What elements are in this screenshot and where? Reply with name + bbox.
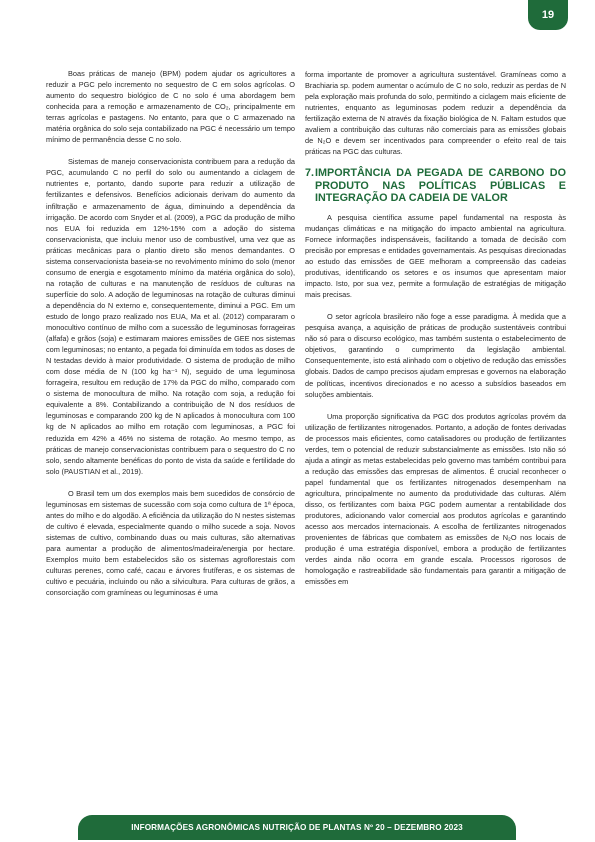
paragraph: O setor agrícola brasileiro não foge a esse paradigma. À medida que a pesquisa avança, a aquisição de práticas de produção sustentáveis contribui não só para o discurso ecológico, mas também sustenta o estabelecimento de objetivos, garantindo o cumprimento da legislação ambiental. Consequentemente, isto está alinhado com o objetivo de redução das emissões globais. Dados de campo precisos ajudam empresas e governos na elaboração de políticas, incentivos direcionados e no acesso a subsídios baseados em soluções ambientais. — [305, 312, 566, 399]
page-number: 19 — [528, 0, 568, 30]
paragraph: Boas práticas de manejo (BPM) podem ajudar os agricultores a reduzir a PGC pelo incremento no sequestro de C em solos agrícolas. O aumento do sequestro biológico de C no solo é uma abordagem bem conhecida para a remoção e armazenamento de CO₂, principalmente em terras agrícolas e pastagens. No entanto, para que o C armazenado na matéria orgânica do solo seja contabilizado na PGC é necessário um tempo mínimo de permanência desse C no solo. — [46, 69, 295, 145]
right-column — [305, 69, 566, 587]
section-title: IMPORTÂNCIA DA PEGADA DE CARBONO DO PRODUTO NAS POLÍTICAS PÚBLICAS E INTEGRAÇÃO DA CADEIA DE VALOR — [315, 167, 566, 205]
footer-banner: INFORMAÇÕES AGRONÔMICAS NUTRIÇÃO DE PLANTAS Nº 20 – DEZEMBRO 2023 — [78, 815, 516, 840]
paragraph: O Brasil tem um dos exemplos mais bem sucedidos de consórcio de leguminosas em sistemas de sucessão com soja como cultura de 1ª época, antes do milho e do algodão. A eficiência da utilização do N nestes sistemas de cultivo é elevada, especialmente quando o milho sucede a soja. Novos sistemas de cultivo, combinando duas ou mais culturas, são alternativas para aumentar a produção de alimentos/madeira/energia por hectare. Exemplos muito bem estabelecidos são os sistemas agroflorestais com culturas perenes, como café, cacau e árvores frutíferas, e os sistemas de cultivo e pecuária, incluindo ou não a silvicultura. Para culturas de grãos, a consorciação com gramíneas ou leguminosas é uma — [46, 488, 295, 598]
paragraph: Uma proporção significativa da PGC dos produtos agrícolas provém da utilização de fertilizantes nitrogenados. Portanto, a adoção de fontes derivadas de processos mais eficientes, como catalisadores ou produção de fertilizantes verdes, tem o potencial de reduzir substancialmente as emissões. Isto não só ajuda a atingir as metas estabelecidas pelo governo mas também contribui para a redução das emissões das empresas de alimentos. É crucial reconhecer o papel fundamental que os fertilizantes nitrogenados desempenham na agricultura, principalmente no aumento da produtividade das culturas. Além disso, os fertilizantes com baixa PGC podem aumentar a rentabilidade dos produtores, adicionando valor comercial aos produtos agrícolas e garantindo acesso aos mercados internacionais. A escolha de fertilizantes nitrogenados provenientes de fábricas que combatem as emissões de N₂O nos locais de produção é uma estratégia disponível, embora a produção de fertilizantes verdes ainda não ocorra em grande escala. Processos rigorosos de homologação e rastreabilidade são fundamentais para garantir a mitigação de emissões em — [305, 411, 566, 587]
section-number: 7. — [305, 167, 315, 180]
section-heading — [305, 167, 566, 205]
paragraph: A pesquisa científica assume papel fundamental na resposta às mudanças climáticas e na mitigação do impacto ambiental na agricultura. Fornece informações indispensáveis, facilitando a tomada de decisão com precisão por empresas e entidades governamentais. As pesquisas direcionadas ao estudo das emissões de GEE melhoram a compreensão das cadeias produtivas, identificando os setores e os insumos que apresentam maior impacto. Isto, por sua vez, permite a formulação de estratégias de mitigação mais precisas. — [305, 212, 566, 300]
left-column — [46, 68, 295, 598]
paragraph: forma importante de promover a agricultura sustentável. Gramíneas como a Brachiaria sp. podem aumentar o acúmulo de C no solo, reduzir as perdas de N pela exploração mais profunda do solo, permitindo a ciclagem mais eficiente de nutrientes, enquanto as leguminosas podem reduzir a dependência da fertilização externa de N através da fixação biológica de N. Faltam estudos que avaliem a contribuição das culturas não comerciais para as emissões globais de N₂O e devem ser incentivados para compreender o efeito real de tais práticas na PGC das culturas. — [305, 70, 566, 157]
paragraph: Sistemas de manejo conservacionista contribuem para a redução da PGC, acumulando C no perfil do solo ou aumentando a ciclagem de nutrientes e, portanto, dando suporte para reduzir a utilização de fertilizantes e defensivos. Benefícios adicionais derivam do aumento da infiltração e armazenamento de água, diminuindo a dependência da irrigação. De acordo com Snyder et al. (2009), a PGC da produção de milho nos EUA foi reduzida em 12%-15% com a adoção do sistema conservacionista, que incluiu menor uso de combustível, uma vez que as práticas mecânicas para o plantio direto são menos demandantes. O sistema conservacionista baseia-se no revolvimento mínimo do solo (menor consumo de energia e esgotamento mínimo da matéria orgânica do solo), na rotação de culturas e na manutenção de resíduos de culturas na superfície do solo. A adoção de leguminosas na rotação de culturas diminui a dependência do N externo e, consequentemente, diminui a PGC. Em um estudo de longo prazo realizado nos EUA, Ma et al. (2012) compararam o monocultivo contínuo de milho com a sucessão de leguminosas forrageiras (alfafa) e grãos (soja) e estimaram maiores emissões de GEE nos sistemas com leguminosas; no entanto, a pegada foi diminuída em todos as doses de N testadas devido à maior produtividade. O sistema de produção de milho com dose média de N (100 kg ha⁻¹ N), seguido de uma leguminosa forrageira, resultou em redução de 17% da PGC do milho, comparado com o sistema de monocultura de milho. Na rotação com soja, a redução foi equivalente a 8%. Contabilizando a contribuição de N dos resíduos de leguminosas e comparando 200 kg de N aplicados à monocultura com 100 kg de N aplicados ao milho em rotação com leguminosas, a PGC foi reduzida em 42% a 46% no sistema de rotação. Ao mesmo tempo, as práticas de manejo conservacionistas contribuem para o sequestro do C no solo, sendo altamente benéficas do ponto de vista da saúde e fertilidade do solo (PAUSTIAN et al., 2019). — [46, 157, 295, 476]
